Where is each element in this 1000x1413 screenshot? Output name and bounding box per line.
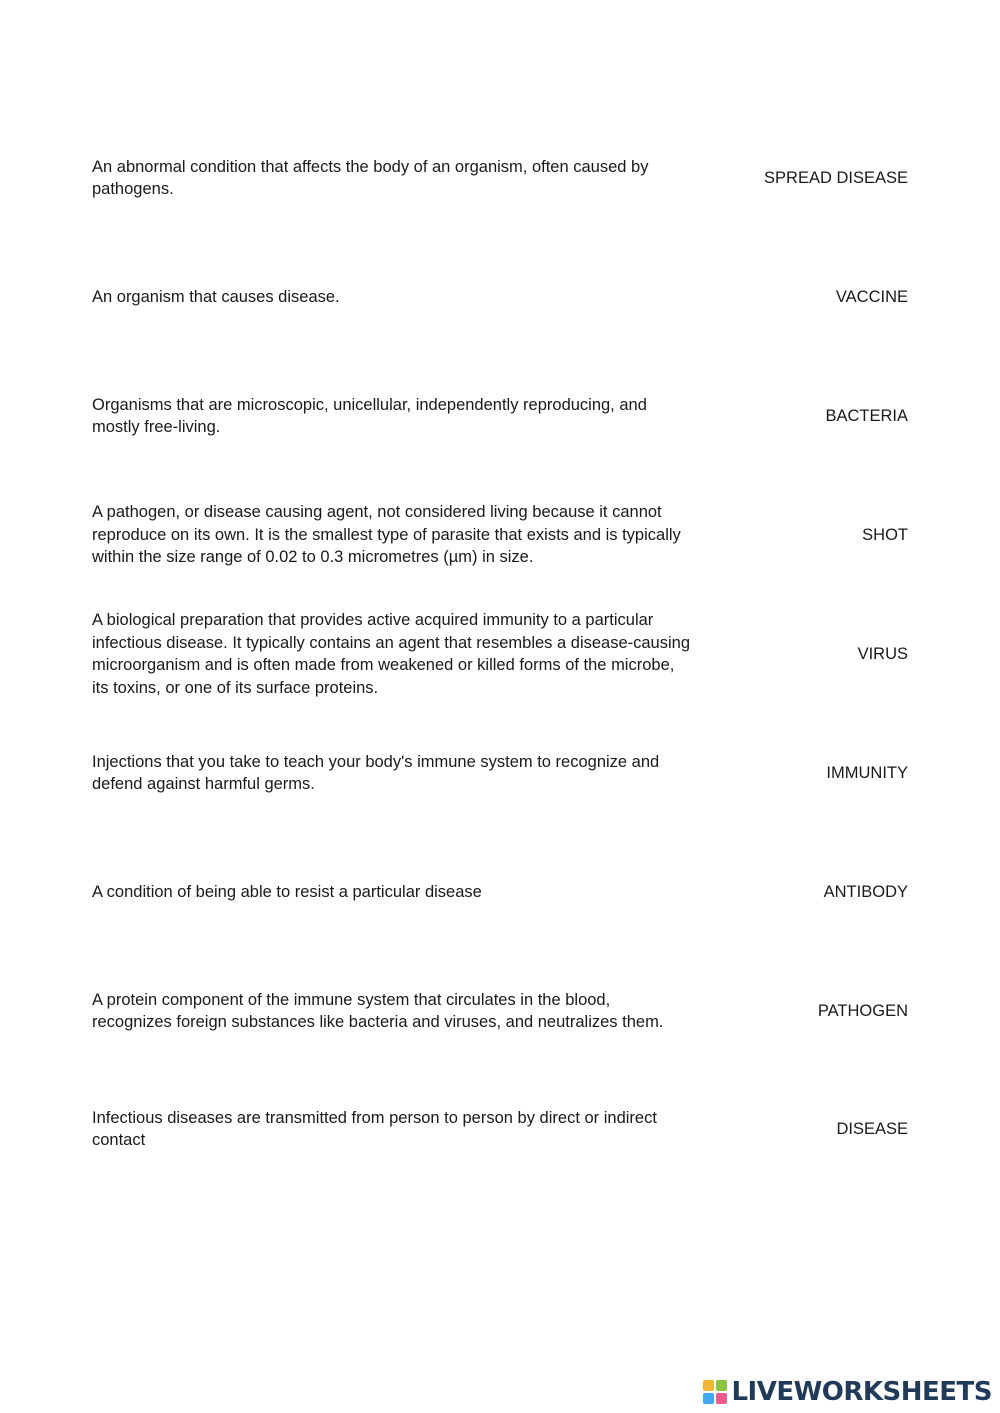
definition-text: An abnormal condition that affects the body of an organism, often caused by pathogens. (92, 157, 649, 198)
matching-row (92, 490, 908, 580)
term-label[interactable]: IMMUNITY (826, 763, 908, 782)
logo-square (703, 1393, 714, 1404)
definition-text: A condition of being able to resist a particular disease (92, 882, 482, 901)
logo-square (716, 1380, 727, 1391)
matching-row (92, 728, 908, 818)
liveworksheets-logo (703, 1377, 992, 1407)
matching-row (92, 252, 908, 342)
term-label[interactable]: PATHOGEN (817, 1001, 908, 1020)
term-label[interactable]: VACCINE (835, 287, 908, 306)
logo-squares-icon (703, 1380, 727, 1404)
definition-text: An organism that causes disease. (92, 287, 340, 306)
term-label[interactable]: SHOT (862, 525, 908, 544)
term-label[interactable]: BACTERIA (825, 406, 908, 425)
logo-text: LIVEWORKSHEETS (731, 1377, 992, 1407)
logo-square (703, 1380, 714, 1391)
definition-text: A pathogen, or disease causing agent, not considered living because it cannot reproduce on its own. It is the smallest type of parasite that exists and is typically within the size range of 0.02 to 0.3 micrometres (µm) in size. (92, 503, 681, 567)
definition-text: A protein component of the immune system that circulates in the blood, recognizes foreign substances like bacteria and viruses, and neutralizes them. (92, 990, 664, 1031)
matching-row (92, 847, 908, 937)
matching-row (92, 133, 908, 223)
term-label[interactable]: DISEASE (836, 1119, 908, 1138)
definition-text: Infectious diseases are transmitted from person to person by direct or indirect contact (92, 1108, 657, 1149)
term-label[interactable]: ANTIBODY (823, 882, 908, 901)
logo-square (716, 1393, 727, 1404)
term-label[interactable]: SPREAD DISEASE (764, 168, 908, 187)
term-label[interactable]: VIRUS (857, 644, 908, 663)
definition-text: Organisms that are microscopic, unicellular, independently reproducing, and mostly free-living. (92, 395, 647, 436)
definition-text: Injections that you take to teach your body's immune system to recognize and defend against harmful germs. (92, 752, 660, 793)
matching-row (92, 609, 908, 699)
matching-row (92, 1084, 908, 1174)
matching-row (92, 966, 908, 1056)
matching-row (92, 371, 908, 461)
definition-text: A biological preparation that provides active acquired immunity to a particular infectious disease. It typically contains an agent that resembles a disease-causing microorganism and is often made from weakened or killed forms of the microbe, its toxins, or one of its surface proteins. (92, 611, 691, 697)
